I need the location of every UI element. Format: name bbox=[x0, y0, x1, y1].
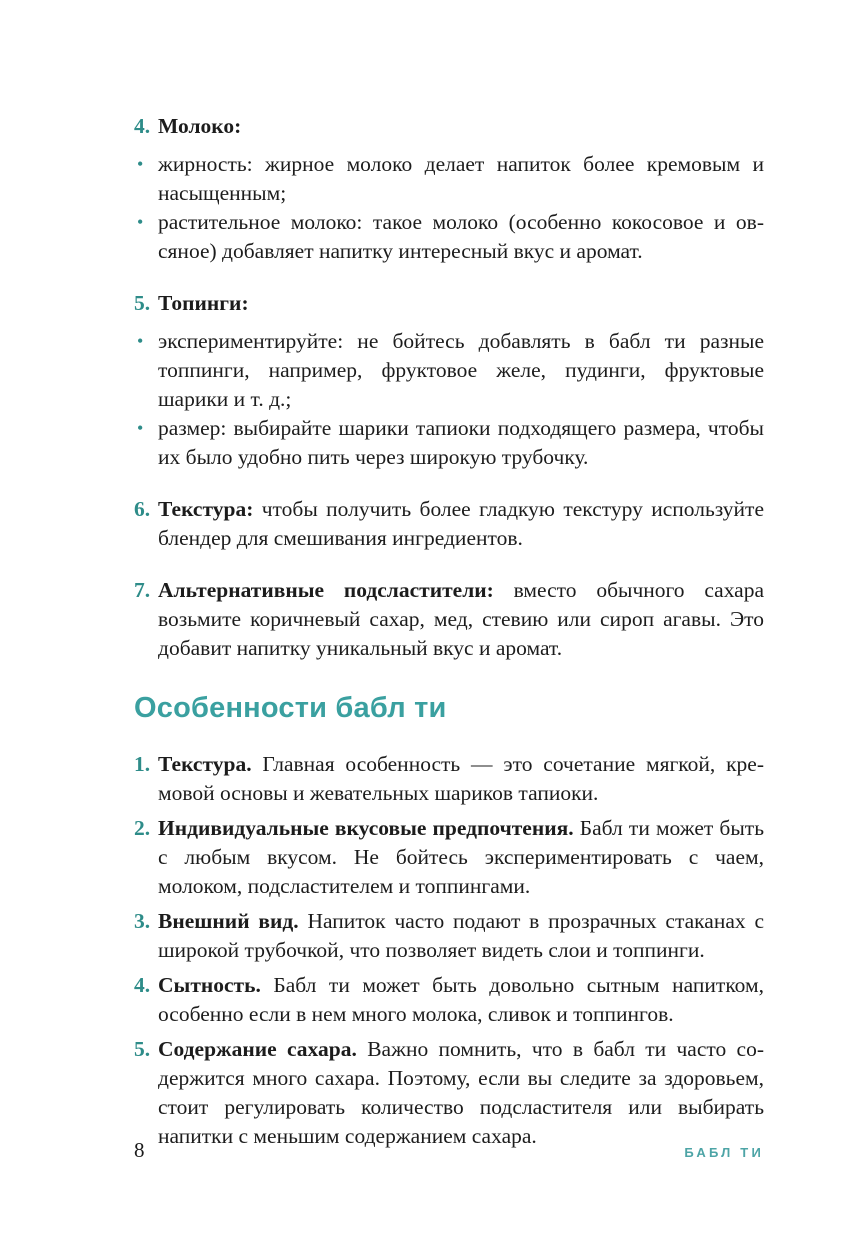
list-item-paragraph bbox=[158, 907, 764, 965]
list-item-text: Напиток часто подают в прозрачных стаканах с широкой трубочкой, что позволяет видеть слои и топпинги. bbox=[158, 909, 764, 962]
list-item-label: Текстура: bbox=[158, 497, 254, 521]
list-item-text: чтобы получить более гладкую текстуру используйте блендер для смешивания ингредиентов. bbox=[158, 497, 764, 550]
page-content bbox=[134, 112, 764, 1151]
list-item-number: 4. bbox=[134, 114, 151, 138]
list-item-paragraph bbox=[158, 814, 764, 901]
list-item-texture bbox=[134, 495, 764, 553]
bullet-icon: • bbox=[137, 418, 144, 438]
list-item-paragraph bbox=[158, 971, 764, 1029]
list-item-number: 7. bbox=[134, 578, 151, 602]
bullet-item bbox=[134, 414, 764, 472]
list-item-label: Внешний вид. bbox=[158, 909, 299, 933]
list-item-text: Бабл ти может быть довольно сытным напитком, особенно если в нем много молока, сливок и топпингов. bbox=[158, 973, 765, 1026]
feature-item-satiety bbox=[134, 971, 764, 1029]
list-item-number: 6. bbox=[134, 497, 151, 521]
bullet-icon: • bbox=[137, 331, 144, 351]
list-item-label: Сытность. bbox=[158, 973, 261, 997]
bullet-group-toppings bbox=[134, 327, 764, 472]
list-item-label: Индивидуальные вкусовые предпочтения. bbox=[158, 816, 574, 840]
page-footer bbox=[134, 1138, 764, 1163]
list-item-toppings bbox=[134, 289, 764, 318]
list-item-number: 4. bbox=[134, 973, 151, 997]
feature-item-flavors bbox=[134, 814, 764, 901]
list-item-label: Текстура. bbox=[158, 752, 252, 776]
list-item-number: 5. bbox=[134, 1037, 151, 1061]
list-item-text: вместо обычного сахара возьмите коричневый сахар, мед, стевию или сироп агавы. Это добавит напитку уникальный вкус и аромат. bbox=[158, 578, 765, 660]
page-number: 8 bbox=[134, 1138, 145, 1162]
list-item-label: Топинги: bbox=[158, 291, 249, 315]
list-item-number: 2. bbox=[134, 816, 151, 840]
list-item-paragraph bbox=[158, 750, 764, 808]
bullet-item bbox=[134, 208, 764, 266]
list-item-text: Бабл ти может быть с любым вкусом. Не бойтесь экспериментировать с чаем, молоком, подсластителем и топпингами. bbox=[158, 816, 765, 898]
list-item-sweeteners bbox=[134, 576, 764, 663]
list-item-paragraph bbox=[158, 289, 764, 318]
section-heading: Особенности бабл ти bbox=[134, 692, 447, 724]
numbered-list-one bbox=[134, 112, 764, 663]
list-item-number: 3. bbox=[134, 909, 151, 933]
bullet-text: растительное молоко: такое молоко (особенно кокосовое и овсяное) добавляет напитку интересный вкус и аромат. bbox=[158, 210, 764, 263]
bullet-text: размер: выбирайте шарики тапиоки подходящего размера, чтобы их было удобно пить через широкую трубочку. bbox=[158, 416, 764, 469]
list-item-paragraph bbox=[158, 495, 764, 553]
list-item-number: 1. bbox=[134, 752, 151, 776]
list-item-label: Содержание сахара. bbox=[158, 1037, 357, 1061]
bullet-item bbox=[134, 150, 764, 208]
feature-item-texture bbox=[134, 750, 764, 808]
running-title: БАБЛ ТИ bbox=[684, 1145, 764, 1160]
numbered-list-two bbox=[134, 750, 764, 1151]
bullet-icon: • bbox=[137, 154, 144, 174]
bullet-text: экспериментируйте: не бойтесь добавлять в бабл ти разные топпинги, например, фруктовое желе, пудинги, фруктовые шарики и т. д.; bbox=[158, 329, 764, 411]
bullet-group-milk bbox=[134, 150, 764, 266]
list-item-paragraph bbox=[158, 112, 764, 141]
list-item-paragraph bbox=[158, 1035, 764, 1151]
list-item-paragraph bbox=[158, 576, 764, 663]
feature-item-sugar bbox=[134, 1035, 764, 1151]
feature-item-appearance bbox=[134, 907, 764, 965]
bullet-text: жирность: жирное молоко делает напиток более кремовым и насыщенным; bbox=[158, 152, 764, 205]
list-item-text: Главная особенность — это сочетание мягкой, кремовой основы и жевательных шариков тапиоки. bbox=[158, 752, 764, 805]
list-item-label: Молоко: bbox=[158, 114, 242, 138]
list-item-milk bbox=[134, 112, 764, 141]
bullet-icon: • bbox=[137, 212, 144, 232]
bullet-item bbox=[134, 327, 764, 414]
list-item-number: 5. bbox=[134, 291, 151, 315]
list-item-text: Важно помнить, что в бабл ти часто содержится много сахара. Поэтому, если вы следите за здоровьем, стоит регулировать количество подсластителя или выбирать напитки с меньшим содержанием сахара. bbox=[158, 1037, 765, 1148]
list-item-label: Альтернативные подсластители: bbox=[158, 578, 494, 602]
